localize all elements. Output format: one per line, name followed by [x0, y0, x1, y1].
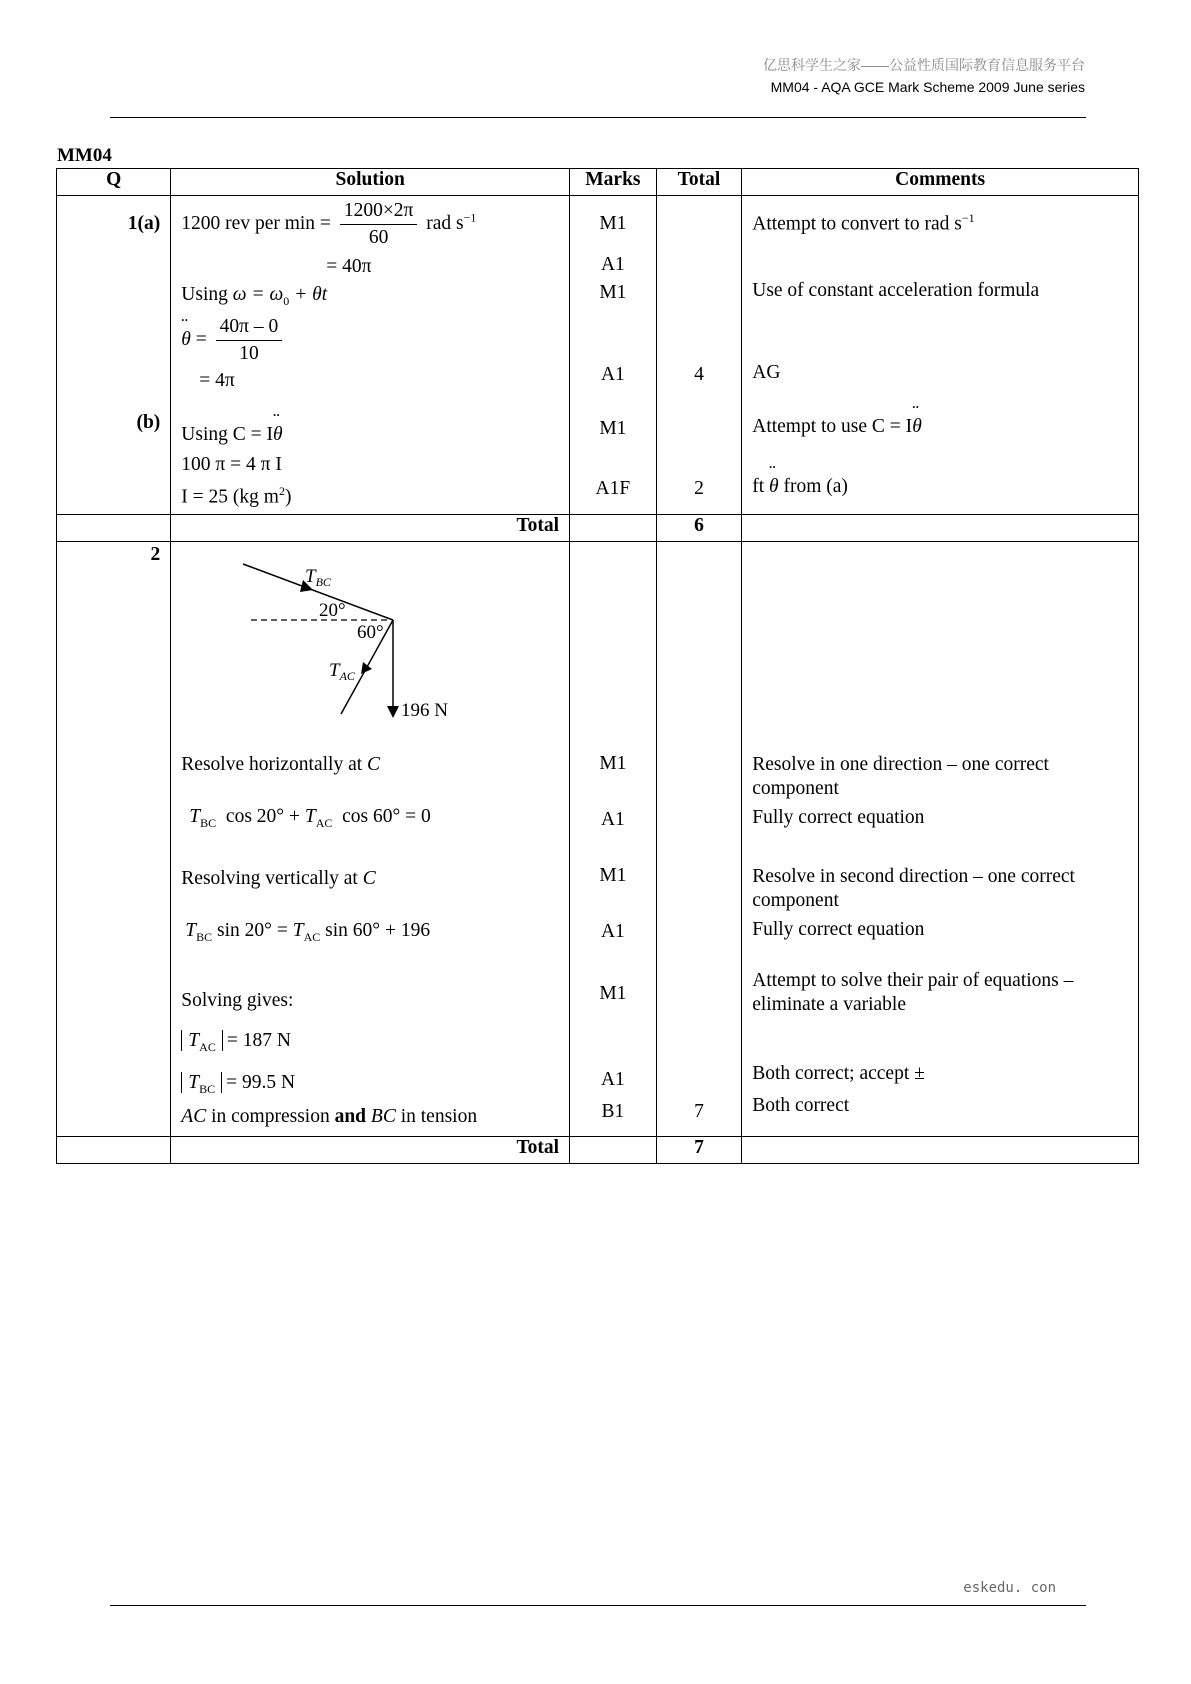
col-comments: Comments	[742, 169, 1139, 196]
force-196-label: 196 N	[401, 700, 449, 721]
col-q: Q	[57, 169, 171, 196]
q2-comment1: Resolve in one direction – one correct component	[752, 754, 1049, 799]
q2-label: 2	[150, 544, 161, 565]
force-diagram	[181, 542, 541, 742]
header-rule	[110, 117, 1086, 118]
q1a-comment1: Attempt to convert to rad $s^{-1}$	[752, 211, 975, 235]
q1a-comment3: Use of constant acceleration formula	[752, 280, 1040, 301]
arrow-ac-icon	[361, 662, 372, 674]
q1b-comment3: ft ¨ θ from (a)	[752, 476, 1128, 506]
q2-comment3: Resolve in second direction – one correct component	[752, 866, 1075, 911]
q2-comment6: Both correct; accept ±	[752, 1063, 925, 1084]
q1-row	[57, 196, 1139, 515]
q2-comment2: Fully correct equation	[752, 807, 925, 828]
q1b-line2: 100 π = 4 π I	[181, 454, 282, 475]
q1-total-label: Total	[171, 515, 570, 542]
q1-total-row	[57, 515, 1139, 542]
q2-total-value: 7	[656, 1137, 742, 1164]
q1a-line4: ¨ θ = $\frac{40\pi - 0}{10}$	[181, 314, 559, 370]
angle-60-label: 60°	[357, 622, 384, 643]
string-bc-line	[243, 564, 393, 620]
q1-solution	[171, 196, 570, 515]
q2-line3: Resolving vertically at C	[181, 868, 376, 889]
q2-comment4: Fully correct equation	[752, 919, 925, 940]
q1-marks: M1 A1 M1 A1 M1 A1F	[570, 196, 657, 515]
col-total: Total	[656, 169, 742, 196]
q1a-line1: 1200 rev per min = $\frac{1200\times 2\pi}{60}$ rad $s^{-1}$	[181, 196, 559, 256]
angle-20-label: 20°	[319, 600, 346, 621]
q1b-comment1: Attempt to use C = I¨ θ	[752, 416, 1128, 476]
unit-code: MM04	[57, 145, 112, 166]
q2-line5: Solving gives:	[181, 990, 294, 1011]
mark-scheme-table	[56, 168, 1139, 1164]
q1b-label: (b)	[136, 412, 161, 433]
q2-solution	[171, 542, 570, 1137]
q2-result-bc: $T_{BC} = 99.5$ N	[181, 1072, 559, 1106]
footer-rule	[110, 1605, 1086, 1606]
q1a-line2: = 40π	[326, 256, 372, 277]
q1a-comment5: AG	[752, 362, 781, 383]
q2-row	[57, 542, 1139, 1137]
q1a-fraction: $\frac{1200\times 2\pi}{60}$	[340, 198, 418, 251]
q2-comments	[742, 542, 1139, 1137]
q2-eq2: $T_{BC}$ $\sin 20^\circ = T_{AC}$ sin 60° + 196	[185, 920, 431, 944]
arrow-weight-icon	[387, 706, 399, 718]
q2-eq1: $T_{BC}$ $\cos 20^\circ + T_{AC}$ cos 60° = 0	[189, 806, 431, 830]
q2-comment5: Attempt to solve their pair of equations – eliminate a variable	[752, 970, 1074, 1015]
q2-result-ac: $T_{AC} = 187$ N	[181, 1030, 559, 1072]
q2-total-label: Total	[171, 1137, 570, 1164]
q2-comment7: Both correct	[752, 1095, 850, 1116]
q1a-line3: Using $\omega = \omega_0 + \theta t$	[181, 284, 328, 308]
table-header-row	[57, 169, 1139, 196]
q2-final-line: AC in compression and BC in tension	[181, 1106, 478, 1127]
q1-comments	[742, 196, 1139, 515]
header-chinese-line: 亿思科学生之家——公益性质国际教育信息服务平台	[763, 57, 1085, 73]
col-solution: Solution	[171, 169, 570, 196]
q1a-line5: = 4π	[199, 370, 235, 391]
q2-totals: 7	[656, 542, 742, 1137]
q1b-line3: I = 25 (kg $m^2$)	[181, 484, 292, 508]
q2-line1: Resolve horizontally at C	[181, 754, 381, 775]
q2-marks: M1 A1 M1 A1 M1 A1 B1	[570, 542, 657, 1137]
q1b-line1: Using C = I¨ θ	[181, 424, 559, 454]
t-ac-label: $T_{AC}$	[329, 660, 356, 683]
header-title: MM04 - AQA GCE Mark Scheme 2009 June series	[770, 79, 1085, 95]
q2-total-row	[57, 1137, 1139, 1164]
footer-site: eskedu. con	[963, 1580, 1056, 1596]
col-marks: Marks	[570, 169, 657, 196]
q1-total-value: 6	[656, 515, 742, 542]
q1a-label: 1(a)	[127, 213, 161, 234]
t-bc-label: $T_{BC}$	[305, 566, 332, 589]
q1-totals: 4 2	[656, 196, 742, 515]
